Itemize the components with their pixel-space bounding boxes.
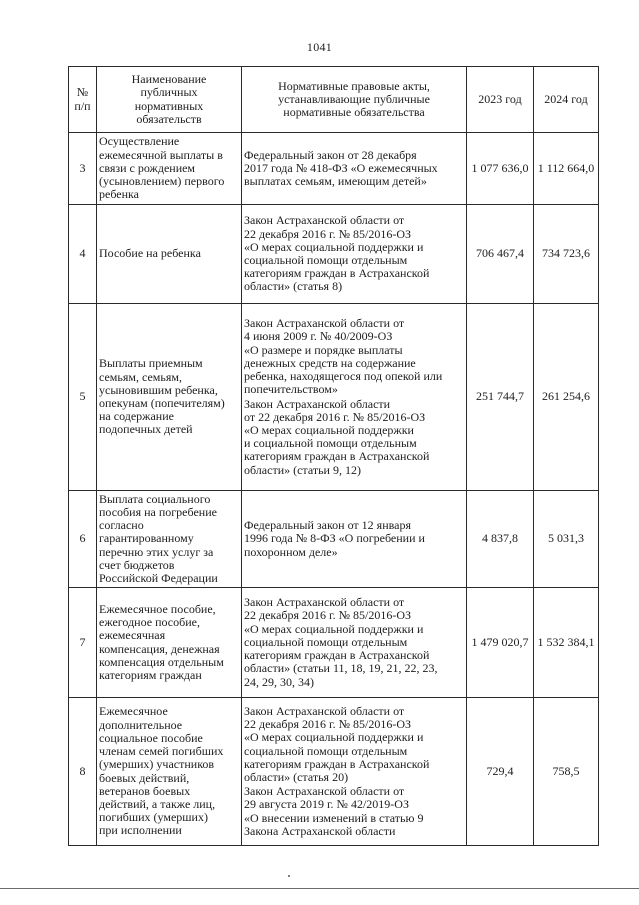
page-bottom-rule xyxy=(0,888,639,889)
name-line: перечню этих услуг за xyxy=(99,544,214,559)
name-line: членам семей погибших xyxy=(99,744,224,759)
name-line: опекунам (попечителям) xyxy=(99,396,225,410)
legal-acts xyxy=(242,304,467,491)
name-line: компенсация отдельным xyxy=(99,654,224,669)
obligations-table xyxy=(68,66,599,846)
act-line: «О мерах социальной поддержки и xyxy=(244,239,424,254)
act-line: 24, 29, 30, 34) xyxy=(244,674,314,689)
act-line: Федеральный закон от 28 декабря xyxy=(244,147,417,162)
table-row xyxy=(69,588,599,698)
obligation-name xyxy=(97,491,242,588)
header-name xyxy=(97,67,242,133)
act-block xyxy=(244,785,464,838)
legal-acts xyxy=(242,588,467,698)
amount-2023: 1 479 020,7 xyxy=(467,588,534,698)
header-name-line: Наименование xyxy=(131,72,207,87)
row-number: 7 xyxy=(69,588,97,698)
act-line: «О мерах социальной поддержки и xyxy=(244,730,424,745)
amount-2024: 1 532 384,1 xyxy=(534,588,599,698)
amount-2023: 729,4 xyxy=(467,698,534,846)
row-number: 6 xyxy=(69,491,97,588)
act-line: 29 августа 2019 г. № 42/2019-ОЗ xyxy=(244,797,409,812)
act-line: Закона Астраханской области xyxy=(244,823,396,838)
name-line: усыновившим ребенка, xyxy=(99,382,218,397)
name-line: Ежемесячное пособие, xyxy=(99,601,216,616)
header-num xyxy=(69,67,97,133)
header-2024: 2024 год xyxy=(534,67,599,133)
act-line: категориям граждан в Астраханской xyxy=(244,648,430,663)
name-line: категориям граждан xyxy=(99,667,202,682)
act-line: 4 июня 2009 г. № 40/2009-ОЗ xyxy=(244,329,393,344)
act-line: попечительством» xyxy=(244,382,338,397)
act-line: ребенка, находящегося под опекой или xyxy=(244,369,443,384)
act-block xyxy=(244,317,464,396)
act-line: «О мерах социальной поддержки и xyxy=(244,621,424,636)
scan-speck xyxy=(288,875,290,877)
name-line: семьям, семьям, xyxy=(99,369,182,384)
page-number: 1041 xyxy=(306,40,333,54)
amount-2024: 261 254,6 xyxy=(534,304,599,491)
obligation-name xyxy=(97,698,242,846)
act-line: 2017 года № 418-ФЗ «О ежемесячных xyxy=(244,160,438,175)
act-block xyxy=(244,596,464,688)
header-name-line: нормативных xyxy=(134,98,204,113)
act-line: выплатах семьям, имеющим детей» xyxy=(244,174,427,189)
name-line: Пособие на ребенка xyxy=(99,246,201,261)
act-line: области» (статьи 11, 18, 19, 21, 22, 23, xyxy=(244,661,438,676)
name-line: ребенка xyxy=(99,187,139,202)
header-2023: 2023 год xyxy=(467,67,534,133)
table-row xyxy=(69,205,599,304)
name-line: ветеранов боевых xyxy=(99,783,191,798)
amount-2024: 758,5 xyxy=(534,698,599,846)
act-line: Закон Астраханской области от xyxy=(244,213,405,228)
name-line: компенсация, денежная xyxy=(99,641,220,656)
act-line: и социальной помощи отдельным xyxy=(244,436,417,451)
act-line: «О размере и порядке выплаты xyxy=(244,342,403,357)
name-line: социальное пособие xyxy=(99,730,203,745)
act-line: области» (статья 20) xyxy=(244,770,349,784)
name-line: на содержание xyxy=(99,409,174,424)
name-line: при исполнении xyxy=(99,823,182,838)
obligation-name xyxy=(97,304,242,491)
act-line: социальной помощи отдельным xyxy=(244,743,408,758)
name-line: погибших (умерших) xyxy=(99,810,208,825)
header-num-line: № xyxy=(76,85,89,100)
act-block xyxy=(244,398,464,477)
table-header-row xyxy=(69,67,599,133)
table-row xyxy=(69,133,599,205)
header-acts-line: нормативные обязательства xyxy=(283,105,425,120)
name-line: дополнительное xyxy=(99,717,183,732)
table-row xyxy=(69,491,599,588)
act-line: Закон Астраханской области xyxy=(244,396,391,411)
act-line: 22 декабря 2016 г. № 85/2016-ОЗ xyxy=(244,717,412,732)
name-line: подопечных детей xyxy=(99,422,193,437)
header-name-line: обязательств xyxy=(136,111,202,126)
act-line: социальной помощи отдельным xyxy=(244,634,408,649)
name-line: ежемесячной выплаты в xyxy=(99,147,223,162)
act-line: социальной помощи отдельным xyxy=(244,253,408,267)
act-line: Закон Астраханской области от xyxy=(244,784,405,799)
name-line: Выплата социального xyxy=(99,491,211,506)
name-line: Осуществление xyxy=(99,134,180,149)
amount-2024: 1 112 664,0 xyxy=(534,133,599,205)
obligation-name xyxy=(97,205,242,304)
name-line: связи с рождением xyxy=(99,160,196,175)
obligation-name xyxy=(97,588,242,698)
act-line: категориям граждан в Астраханской xyxy=(244,449,430,464)
legal-acts xyxy=(242,205,467,304)
header-name-line: публичных xyxy=(140,85,198,100)
act-block xyxy=(244,519,464,559)
act-line: области» (статья 8) xyxy=(244,279,343,294)
amount-2023: 1 077 636,0 xyxy=(467,133,534,205)
act-line: категориям граждан в Астраханской xyxy=(244,266,430,281)
name-line: Ежемесячное xyxy=(99,704,168,719)
act-block xyxy=(244,214,464,293)
name-line: действий, а также лиц, xyxy=(99,796,216,811)
act-line: денежных средств на содержание xyxy=(244,355,416,370)
amount-2023: 4 837,8 xyxy=(467,491,534,588)
act-block xyxy=(244,705,464,784)
name-line: ежемесячная xyxy=(99,628,166,643)
act-line: 22 декабря 2016 г. № 85/2016-ОЗ xyxy=(244,226,412,241)
name-line: (умерших) участников xyxy=(99,757,215,772)
act-line: 1996 года № 8-ФЗ «О погребении и xyxy=(244,531,425,546)
name-line: боевых действий, xyxy=(99,770,190,785)
amount-2023: 706 467,4 xyxy=(467,205,534,304)
legal-acts xyxy=(242,133,467,205)
act-line: Закон Астраханской области от xyxy=(244,595,405,610)
amount-2023: 251 744,7 xyxy=(467,304,534,491)
act-line: области» (статьи 9, 12) xyxy=(244,462,361,477)
name-line: согласно xyxy=(99,518,144,533)
act-line: категориям граждан в Астраханской xyxy=(244,756,430,771)
act-line: Закон Астраханской области от xyxy=(244,703,405,718)
act-line: Федеральный закон от 12 января xyxy=(244,518,411,533)
row-number: 4 xyxy=(69,205,97,304)
act-line: «О внесении изменений в статью 9 xyxy=(244,810,424,825)
act-block xyxy=(244,149,464,189)
table-row xyxy=(69,698,599,846)
act-line: похоронном деле» xyxy=(244,544,338,559)
header-acts-line: устанавливающие публичные xyxy=(278,91,430,106)
header-acts-line: Нормативные правовые акты, xyxy=(278,78,430,93)
obligation-name xyxy=(97,133,242,205)
row-number: 3 xyxy=(69,133,97,205)
name-line: гарантированному xyxy=(99,531,194,546)
legal-acts xyxy=(242,698,467,846)
name-line: пособия на погребение xyxy=(99,504,217,519)
amount-2024: 5 031,3 xyxy=(534,491,599,588)
name-line: ежегодное пособие, xyxy=(99,615,200,630)
table-row xyxy=(69,304,599,491)
amount-2024: 734 723,6 xyxy=(534,205,599,304)
name-line: счет бюджетов xyxy=(99,557,175,572)
name-line: Российской Федерации xyxy=(99,571,218,585)
name-line: (усыновлением) первого xyxy=(99,174,225,189)
row-number: 8 xyxy=(69,698,97,846)
header-num-line: п/п xyxy=(74,98,91,113)
act-line: Закон Астраханской области от xyxy=(244,316,405,331)
legal-acts xyxy=(242,491,467,588)
act-line: «О мерах социальной поддержки xyxy=(244,422,414,437)
act-line: от 22 декабря 2016 г. № 85/2016-ОЗ xyxy=(244,409,426,424)
act-line: 22 декабря 2016 г. № 85/2016-ОЗ xyxy=(244,608,412,623)
name-line: Выплаты приемным xyxy=(99,356,203,371)
row-number: 5 xyxy=(69,304,97,491)
header-acts xyxy=(242,67,467,133)
